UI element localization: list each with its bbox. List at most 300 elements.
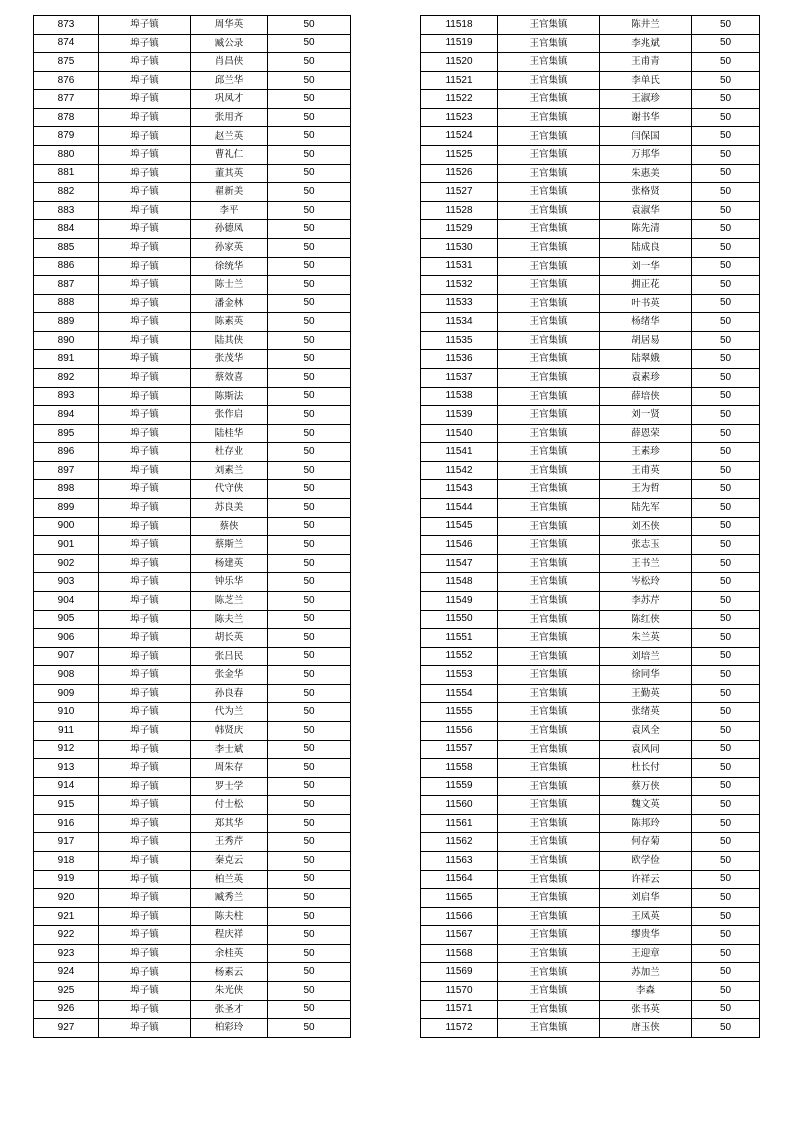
amount-cell: 50 (692, 814, 760, 833)
table-row (421, 759, 760, 778)
name-cell: 杜存业 (191, 443, 268, 462)
table-row (421, 406, 760, 425)
amount-cell: 50 (692, 331, 760, 350)
town-cell: 王官集镇 (498, 666, 600, 685)
amount-cell: 50 (268, 201, 351, 220)
amount-cell: 50 (692, 461, 760, 480)
table-row (421, 16, 760, 35)
row-number-cell: 11530 (421, 238, 498, 257)
row-number-cell: 921 (34, 907, 99, 926)
row-number-cell: 898 (34, 480, 99, 499)
row-number-cell: 912 (34, 740, 99, 759)
name-cell: 柏彩玲 (191, 1019, 268, 1038)
row-number-cell: 11562 (421, 833, 498, 852)
amount-cell: 50 (692, 480, 760, 499)
row-number-cell: 11548 (421, 573, 498, 592)
amount-cell: 50 (268, 889, 351, 908)
amount-cell: 50 (268, 34, 351, 53)
town-cell: 王官集镇 (498, 759, 600, 778)
town-cell: 埠子镇 (99, 963, 191, 982)
town-cell: 王官集镇 (498, 814, 600, 833)
town-cell: 王官集镇 (498, 907, 600, 926)
amount-cell: 50 (692, 629, 760, 648)
table-row (34, 573, 351, 592)
amount-cell: 50 (692, 517, 760, 536)
table-row (34, 108, 351, 127)
row-number-cell: 917 (34, 833, 99, 852)
left-roster-body (34, 16, 351, 1038)
amount-cell: 50 (268, 480, 351, 499)
table-row (421, 331, 760, 350)
table-row (34, 53, 351, 72)
name-cell: 王勤英 (600, 684, 692, 703)
town-cell: 埠子镇 (99, 944, 191, 963)
name-cell: 王甫青 (600, 53, 692, 72)
table-row (421, 517, 760, 536)
amount-cell: 50 (268, 833, 351, 852)
name-cell: 刘一华 (600, 257, 692, 276)
table-row (34, 982, 351, 1001)
amount-cell: 50 (692, 201, 760, 220)
amount-cell: 50 (268, 16, 351, 35)
amount-cell: 50 (692, 90, 760, 109)
amount-cell: 50 (692, 777, 760, 796)
amount-cell: 50 (268, 387, 351, 406)
row-number-cell: 11542 (421, 461, 498, 480)
amount-cell: 50 (692, 294, 760, 313)
row-number-cell: 915 (34, 796, 99, 815)
amount-cell: 50 (268, 1019, 351, 1038)
table-row (421, 926, 760, 945)
amount-cell: 50 (692, 406, 760, 425)
row-number-cell: 888 (34, 294, 99, 313)
town-cell: 王官集镇 (498, 721, 600, 740)
amount-cell: 50 (268, 164, 351, 183)
table-row (421, 313, 760, 332)
name-cell: 郑其华 (191, 814, 268, 833)
name-cell: 王凤英 (600, 907, 692, 926)
town-cell: 埠子镇 (99, 721, 191, 740)
name-cell: 钟乐华 (191, 573, 268, 592)
row-number-cell: 11558 (421, 759, 498, 778)
town-cell: 埠子镇 (99, 554, 191, 573)
amount-cell: 50 (268, 814, 351, 833)
amount-cell: 50 (268, 796, 351, 815)
amount-cell: 50 (268, 406, 351, 425)
amount-cell: 50 (692, 53, 760, 72)
amount-cell: 50 (692, 1019, 760, 1038)
town-cell: 王官集镇 (498, 777, 600, 796)
amount-cell: 50 (268, 146, 351, 165)
table-row (421, 982, 760, 1001)
name-cell: 李苏芹 (600, 591, 692, 610)
amount-cell: 50 (268, 517, 351, 536)
row-number-cell: 880 (34, 146, 99, 165)
row-number-cell: 886 (34, 257, 99, 276)
table-row (421, 201, 760, 220)
town-cell: 埠子镇 (99, 461, 191, 480)
row-number-cell: 11557 (421, 740, 498, 759)
town-cell: 埠子镇 (99, 907, 191, 926)
name-cell: 张作启 (191, 406, 268, 425)
table-row (421, 740, 760, 759)
town-cell: 埠子镇 (99, 331, 191, 350)
amount-cell: 50 (268, 554, 351, 573)
table-row (34, 71, 351, 90)
row-number-cell: 11535 (421, 331, 498, 350)
town-cell: 王官集镇 (498, 350, 600, 369)
table-row (421, 424, 760, 443)
row-number-cell: 875 (34, 53, 99, 72)
row-number-cell: 11539 (421, 406, 498, 425)
table-row (421, 591, 760, 610)
table-row (421, 1019, 760, 1038)
table-row (421, 889, 760, 908)
table-row (421, 721, 760, 740)
row-number-cell: 11522 (421, 90, 498, 109)
town-cell: 埠子镇 (99, 368, 191, 387)
amount-cell: 50 (268, 53, 351, 72)
town-cell: 埠子镇 (99, 164, 191, 183)
amount-cell: 50 (268, 257, 351, 276)
table-row (34, 499, 351, 518)
amount-cell: 50 (692, 146, 760, 165)
name-cell: 孙德凤 (191, 220, 268, 239)
name-cell: 张圣才 (191, 1000, 268, 1019)
amount-cell: 50 (692, 536, 760, 555)
amount-cell: 50 (692, 350, 760, 369)
town-cell: 王官集镇 (498, 294, 600, 313)
table-row (34, 220, 351, 239)
name-cell: 薛培侠 (600, 387, 692, 406)
town-cell: 王官集镇 (498, 146, 600, 165)
table-row (34, 926, 351, 945)
name-cell: 刘一贤 (600, 406, 692, 425)
name-cell: 陈红侠 (600, 610, 692, 629)
row-number-cell: 907 (34, 647, 99, 666)
row-number-cell: 882 (34, 183, 99, 202)
left-roster-table (33, 15, 351, 1038)
name-cell: 潘金林 (191, 294, 268, 313)
name-cell: 陆成良 (600, 238, 692, 257)
row-number-cell: 11533 (421, 294, 498, 313)
town-cell: 埠子镇 (99, 833, 191, 852)
table-row (421, 573, 760, 592)
row-number-cell: 11549 (421, 591, 498, 610)
amount-cell: 50 (692, 238, 760, 257)
name-cell: 代守侠 (191, 480, 268, 499)
amount-cell: 50 (692, 684, 760, 703)
name-cell: 陈先清 (600, 220, 692, 239)
row-number-cell: 11544 (421, 499, 498, 518)
row-number-cell: 11540 (421, 424, 498, 443)
row-number-cell: 883 (34, 201, 99, 220)
row-number-cell: 873 (34, 16, 99, 35)
name-cell: 蔡万侠 (600, 777, 692, 796)
amount-cell: 50 (268, 684, 351, 703)
town-cell: 王官集镇 (498, 331, 600, 350)
name-cell: 刘启华 (600, 889, 692, 908)
table-row (421, 183, 760, 202)
name-cell: 许祥云 (600, 870, 692, 889)
name-cell: 杨绪华 (600, 313, 692, 332)
amount-cell: 50 (692, 16, 760, 35)
amount-cell: 50 (268, 183, 351, 202)
table-row (421, 1000, 760, 1019)
right-roster-table (420, 15, 760, 1038)
town-cell: 埠子镇 (99, 703, 191, 722)
name-cell: 张用齐 (191, 108, 268, 127)
amount-cell: 50 (268, 108, 351, 127)
row-number-cell: 911 (34, 721, 99, 740)
amount-cell: 50 (268, 461, 351, 480)
row-number-cell: 11520 (421, 53, 498, 72)
table-row (421, 852, 760, 871)
table-row (34, 350, 351, 369)
row-number-cell: 896 (34, 443, 99, 462)
name-cell: 缪贵华 (600, 926, 692, 945)
row-number-cell: 11560 (421, 796, 498, 815)
row-number-cell: 11566 (421, 907, 498, 926)
table-row (34, 889, 351, 908)
table-row (34, 146, 351, 165)
row-number-cell: 11570 (421, 982, 498, 1001)
table-row (421, 647, 760, 666)
name-cell: 何存菊 (600, 833, 692, 852)
table-row (34, 647, 351, 666)
town-cell: 埠子镇 (99, 982, 191, 1001)
town-cell: 王官集镇 (498, 1000, 600, 1019)
name-cell: 柏兰英 (191, 870, 268, 889)
amount-cell: 50 (268, 294, 351, 313)
name-cell: 陈斯法 (191, 387, 268, 406)
town-cell: 王官集镇 (498, 368, 600, 387)
table-row (34, 90, 351, 109)
name-cell: 陈士兰 (191, 276, 268, 295)
name-cell: 巩凤才 (191, 90, 268, 109)
amount-cell: 50 (268, 443, 351, 462)
row-number-cell: 923 (34, 944, 99, 963)
row-number-cell: 893 (34, 387, 99, 406)
table-row (34, 294, 351, 313)
row-number-cell: 11556 (421, 721, 498, 740)
town-cell: 王官集镇 (498, 183, 600, 202)
town-cell: 埠子镇 (99, 276, 191, 295)
amount-cell: 50 (692, 127, 760, 146)
amount-cell: 50 (268, 368, 351, 387)
row-number-cell: 874 (34, 34, 99, 53)
table-row (34, 387, 351, 406)
name-cell: 曹礼仁 (191, 146, 268, 165)
name-cell: 王甫英 (600, 461, 692, 480)
table-row (421, 629, 760, 648)
town-cell: 王官集镇 (498, 257, 600, 276)
table-row (421, 684, 760, 703)
row-number-cell: 11519 (421, 34, 498, 53)
town-cell: 王官集镇 (498, 424, 600, 443)
name-cell: 秦克云 (191, 852, 268, 871)
name-cell: 谢书华 (600, 108, 692, 127)
amount-cell: 50 (692, 368, 760, 387)
table-row (34, 34, 351, 53)
name-cell: 余桂英 (191, 944, 268, 963)
town-cell: 埠子镇 (99, 183, 191, 202)
name-cell: 付士松 (191, 796, 268, 815)
town-cell: 埠子镇 (99, 201, 191, 220)
town-cell: 埠子镇 (99, 629, 191, 648)
town-cell: 埠子镇 (99, 387, 191, 406)
table-row (34, 517, 351, 536)
town-cell: 王官集镇 (498, 34, 600, 53)
town-cell: 王官集镇 (498, 71, 600, 90)
row-number-cell: 914 (34, 777, 99, 796)
town-cell: 埠子镇 (99, 796, 191, 815)
name-cell: 邱兰华 (191, 71, 268, 90)
row-number-cell: 879 (34, 127, 99, 146)
name-cell: 陈夫兰 (191, 610, 268, 629)
amount-cell: 50 (268, 1000, 351, 1019)
name-cell: 陆桂华 (191, 424, 268, 443)
row-number-cell: 925 (34, 982, 99, 1001)
row-number-cell: 11553 (421, 666, 498, 685)
name-cell: 杨素云 (191, 963, 268, 982)
row-number-cell: 11529 (421, 220, 498, 239)
row-number-cell: 881 (34, 164, 99, 183)
table-row (34, 554, 351, 573)
name-cell: 杜长付 (600, 759, 692, 778)
name-cell: 袁风全 (600, 721, 692, 740)
amount-cell: 50 (268, 870, 351, 889)
amount-cell: 50 (692, 870, 760, 889)
amount-cell: 50 (692, 591, 760, 610)
table-row (421, 146, 760, 165)
name-cell: 万邦华 (600, 146, 692, 165)
amount-cell: 50 (268, 777, 351, 796)
town-cell: 王官集镇 (498, 90, 600, 109)
amount-cell: 50 (268, 127, 351, 146)
amount-cell: 50 (692, 499, 760, 518)
table-row (421, 944, 760, 963)
table-row (421, 127, 760, 146)
town-cell: 埠子镇 (99, 499, 191, 518)
town-cell: 埠子镇 (99, 127, 191, 146)
name-cell: 张格贤 (600, 183, 692, 202)
amount-cell: 50 (692, 1000, 760, 1019)
table-row (421, 461, 760, 480)
row-number-cell: 11571 (421, 1000, 498, 1019)
town-cell: 王官集镇 (498, 963, 600, 982)
table-row (421, 257, 760, 276)
town-cell: 王官集镇 (498, 220, 600, 239)
table-row (34, 238, 351, 257)
row-number-cell: 11567 (421, 926, 498, 945)
town-cell: 王官集镇 (498, 926, 600, 945)
row-number-cell: 918 (34, 852, 99, 871)
name-cell: 陈夫柱 (191, 907, 268, 926)
name-cell: 王迎章 (600, 944, 692, 963)
town-cell: 王官集镇 (498, 461, 600, 480)
name-cell: 蔡侠 (191, 517, 268, 536)
amount-cell: 50 (268, 666, 351, 685)
table-row (421, 164, 760, 183)
table-row (421, 777, 760, 796)
name-cell: 杨建英 (191, 554, 268, 573)
row-number-cell: 916 (34, 814, 99, 833)
row-number-cell: 11546 (421, 536, 498, 555)
name-cell: 胡居易 (600, 331, 692, 350)
name-cell: 陆翠娥 (600, 350, 692, 369)
amount-cell: 50 (692, 833, 760, 852)
row-number-cell: 11550 (421, 610, 498, 629)
amount-cell: 50 (692, 424, 760, 443)
name-cell: 魏文英 (600, 796, 692, 815)
amount-cell: 50 (268, 907, 351, 926)
table-row (34, 629, 351, 648)
town-cell: 埠子镇 (99, 294, 191, 313)
table-row (421, 536, 760, 555)
row-number-cell: 884 (34, 220, 99, 239)
town-cell: 王官集镇 (498, 164, 600, 183)
table-row (34, 201, 351, 220)
name-cell: 朱光侠 (191, 982, 268, 1001)
name-cell: 张金华 (191, 666, 268, 685)
table-row (421, 368, 760, 387)
table-row (421, 108, 760, 127)
name-cell: 张吕民 (191, 647, 268, 666)
town-cell: 王官集镇 (498, 889, 600, 908)
table-row (34, 684, 351, 703)
town-cell: 埠子镇 (99, 573, 191, 592)
town-cell: 王官集镇 (498, 53, 600, 72)
row-number-cell: 11565 (421, 889, 498, 908)
table-row (34, 963, 351, 982)
town-cell: 王官集镇 (498, 108, 600, 127)
table-row (34, 443, 351, 462)
row-number-cell: 899 (34, 499, 99, 518)
name-cell: 朱惠美 (600, 164, 692, 183)
amount-cell: 50 (692, 852, 760, 871)
town-cell: 王官集镇 (498, 796, 600, 815)
table-row (34, 777, 351, 796)
row-number-cell: 895 (34, 424, 99, 443)
row-number-cell: 11521 (421, 71, 498, 90)
row-number-cell: 926 (34, 1000, 99, 1019)
town-cell: 埠子镇 (99, 406, 191, 425)
row-number-cell: 11524 (421, 127, 498, 146)
amount-cell: 50 (268, 424, 351, 443)
town-cell: 王官集镇 (498, 944, 600, 963)
table-row (34, 183, 351, 202)
table-row (421, 499, 760, 518)
table-row (34, 313, 351, 332)
table-row (34, 127, 351, 146)
town-cell: 王官集镇 (498, 629, 600, 648)
row-number-cell: 920 (34, 889, 99, 908)
row-number-cell: 11551 (421, 629, 498, 648)
town-cell: 埠子镇 (99, 90, 191, 109)
table-row (421, 666, 760, 685)
town-cell: 埠子镇 (99, 870, 191, 889)
town-cell: 埠子镇 (99, 34, 191, 53)
town-cell: 埠子镇 (99, 740, 191, 759)
name-cell: 徐同华 (600, 666, 692, 685)
name-cell: 翟新美 (191, 183, 268, 202)
amount-cell: 50 (268, 276, 351, 295)
name-cell: 董其英 (191, 164, 268, 183)
table-row (34, 1000, 351, 1019)
town-cell: 王官集镇 (498, 982, 600, 1001)
amount-cell: 50 (692, 889, 760, 908)
